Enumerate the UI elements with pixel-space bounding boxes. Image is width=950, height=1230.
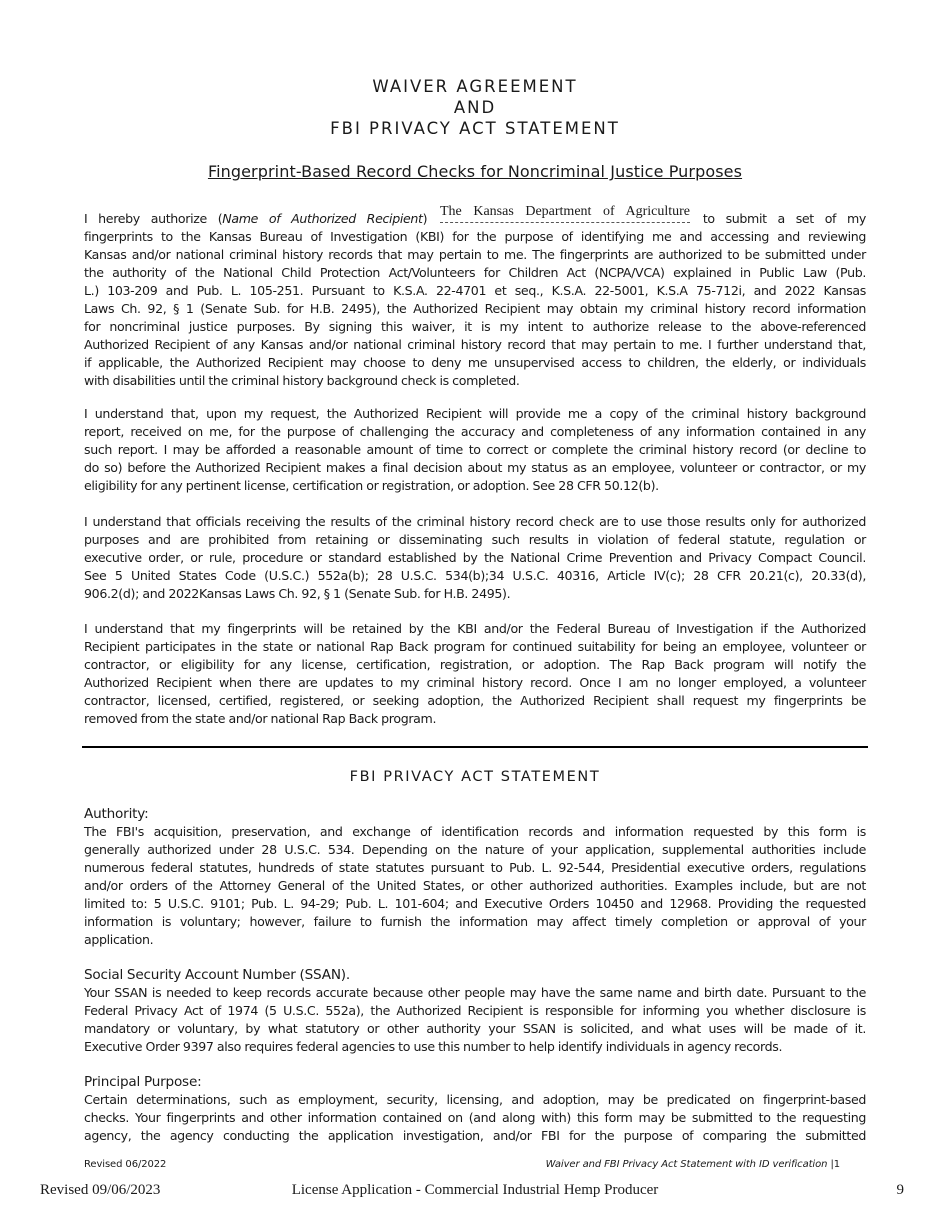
purpose-heading: Principal Purpose: (84, 1074, 202, 1090)
form-page-number: |1 (830, 1159, 840, 1170)
paragraph-line: Authorized Recipient of any Kansas and/or national criminal history record that may pertain to me. I further understand that, (84, 337, 866, 352)
paragraph-line: limited to: 5 U.S.C. 9101; Pub. L. 94-29; Pub. L. 101-604; and Executive Orders 10450 and 12968. Providing the requested (84, 896, 866, 911)
form-footer-title (546, 1159, 840, 1170)
paragraph-line: numerous federal statutes, hundreds of state statutes pursuant to Pub. L. 92-544, Presidential executive orders, regulations (84, 860, 866, 875)
paragraph-line: fingerprints to the Kansas Bureau of Investigation (KBI) for the purpose of identifying me and accessing and reviewing (84, 229, 866, 244)
paragraph-line: Executive Order 9397 also requires federal agencies to use this number to help identify individuals in agency records. (84, 1039, 783, 1054)
waiver-paragraph-3 (84, 513, 866, 603)
paragraph-line: eligibility for any pertinent license, certification or registration, or adoption. See 28 CFR 50.12(b). (84, 478, 659, 493)
title-line-1: WAIVER AGREEMENT (372, 77, 578, 96)
paragraph-line: the authority of the National Child Protection Act/Volunteers for Children Act (NCPA/VCA) explained in Public Law (Pub. (84, 265, 866, 280)
paragraph-line: Certain determinations, such as employment, security, licensing, and adoption, may be predicated on fingerprint-based (84, 1092, 866, 1107)
paragraph-lines (84, 513, 866, 603)
paragraph-line: Authorized Recipient when there are updates to my criminal history record. Once I am no longer employed, a volunteer (84, 675, 866, 690)
paragraph-lines (84, 405, 866, 495)
paragraph-line: L.) 103-209 and Pub. L. 105-251. Pursuant to K.S.A. 22-4701 et seq., K.S.A. 22-5001, K.S.A 75-712i, and 2022 Kansas (84, 283, 866, 298)
paragraph-line: The FBI's acquisition, preservation, and exchange of identification records and information requested by this form is (84, 824, 866, 839)
paragraph-line: removed from the state and/or national Rap Back program. (84, 711, 437, 726)
text-segment: I hereby authorize ( (84, 211, 223, 226)
paragraph-line: Kansas and/or national criminal history records that may pertain to me. The fingerprints are authorized to be submitted under (84, 247, 866, 262)
authority-section (84, 805, 866, 949)
privacy-heading: FBI PRIVACY ACT STATEMENT (349, 769, 601, 785)
paragraph-line: agency, the agency conducting the application investigation, and/or FBI for the purpose of comparing the submitted (84, 1128, 866, 1143)
application-title: License Application - Commercial Industrial Hemp Producer (291, 1182, 659, 1198)
waiver-paragraph-1 (84, 204, 866, 390)
form-title-text: Waiver and FBI Privacy Act Statement with ID verification (545, 1159, 828, 1170)
paragraph-line: contractor, or eligibility for any license, certification, registration, or adoption. The Rap Back program will notify the (84, 657, 866, 672)
text-segment: to submit a set of my (702, 211, 866, 226)
paragraph-line: such report. I may be afforded a reasonable amount of time to correct or complete the criminal history record (or decline to (84, 442, 866, 457)
paragraph-line: executive order, or rule, procedure or standard established by the National Crime Prevention and Privacy Compact Council. (84, 550, 866, 565)
principal-purpose-section (84, 1073, 866, 1145)
paragraph-lines (84, 228, 866, 390)
paragraph-line: if applicable, the Authorized Recipient may choose to deny me unsupervised access to children, the elderly, or individuals (84, 355, 866, 370)
paragraph-line: and/or orders of the Attorney General of the United States, or other authorized authorities. Examples include, but are not (84, 878, 866, 893)
paragraph-line: I understand that officials receiving the results of the criminal history record check are to use those results only for authorized (84, 514, 866, 529)
paragraph-line: do so) before the Authorized Recipient makes a final decision about my status as an employee, volunteer or contractor, or my (84, 460, 866, 475)
paragraph-line: application. (84, 932, 154, 947)
ssan-section (84, 966, 866, 1056)
title-line-2: AND (453, 98, 497, 117)
paragraph-line: information is voluntary; however, failure to furnish the information may affect timely completion or approval of your (84, 914, 866, 929)
paragraph-line: contractor, licensed, certified, registered, or seeking adoption, the Authorized Recipient shall request my fingerprints be (84, 693, 866, 708)
ssan-heading: Social Security Account Number (SSAN). (84, 967, 351, 983)
title-line-3: FBI PRIVACY ACT STATEMENT (330, 119, 620, 138)
paragraph-lines (84, 823, 866, 949)
paragraph-line: for noncriminal justice purposes. By signing this waiver, it is my intent to authorize release to the above-referenced (84, 319, 866, 334)
paragraph-line: See 5 United States Code (U.S.C.) 552a(b); 28 U.S.C. 534(b);34 U.S.C. 40316, Article IV(c); 28 CFR 20.21(c), 20.33(d), (84, 568, 866, 583)
application-revision: Revised 09/06/2023 (40, 1182, 161, 1198)
paragraph-line: checks. Your fingerprints and other information contained on (and along with) this form may be submitted to the requesting (84, 1110, 866, 1125)
paragraph-line: report, received on me, for the purpose of challenging the accuracy and completeness of any information contained in any (84, 424, 866, 439)
paragraph-line: I understand that my fingerprints will be retained by the KBI and/or the Federal Bureau of Investigation if the Authorized (84, 621, 866, 636)
paragraph-lines (84, 620, 866, 728)
recipient-name-field[interactable] (440, 204, 690, 223)
recipient-name-label: Name of Authorized Recipient (222, 211, 423, 226)
recipient-name-value: The Kansas Department of Agriculture (440, 204, 690, 219)
paragraph-line: Federal Privacy Act of 1974 (5 U.S.C. 552a), the Authorized Recipient is responsible for informing you whether disclosure is (84, 1003, 866, 1018)
document-subtitle: Fingerprint-Based Record Checks for Noncriminal Justice Purposes (207, 162, 743, 181)
page-number: 9 (896, 1182, 904, 1198)
paragraph-line: Your SSAN is needed to keep records accurate because other people may have the same name and birth date. Pursuant to the (84, 985, 866, 1000)
paragraph-lines (84, 984, 866, 1056)
text-segment: ) (422, 211, 428, 226)
authority-heading: Authority: (84, 806, 149, 822)
paragraph-line: I understand that, upon my request, the Authorized Recipient will provide me a copy of the criminal history background (84, 406, 866, 421)
waiver-paragraph-4 (84, 620, 866, 728)
section-divider (82, 746, 868, 748)
document-title (0, 76, 950, 139)
paragraph-line: purposes and are prohibited from retaining or disseminating such results in violation of federal statute, regulation or (84, 532, 866, 547)
paragraph-line: with disabilities until the criminal history background check is completed. (84, 373, 520, 388)
waiver-paragraph-2 (84, 405, 866, 495)
paragraph-lines (84, 1091, 866, 1145)
paragraph-line: Recipient participates in the state or national Rap Back program for continued suitability for being an employee, volunteer or (84, 639, 866, 654)
paragraph-line: 906.2(d); and 2022Kansas Laws Ch. 92, § 1 (Senate Sub. for H.B. 2495). (84, 586, 511, 601)
paragraph-line (84, 204, 866, 228)
paragraph-line: mandatory or voluntary, by what statutory or other authority your SSAN is solicited, and what uses will be made of it. (84, 1021, 866, 1036)
paragraph-line: generally authorized under 28 U.S.C. 534. Depending on the nature of your application, supplemental authorities include (84, 842, 866, 857)
form-revision: Revised 06/2022 (84, 1159, 167, 1170)
paragraph-line: Laws Ch. 92, § 1 (Senate Sub. for H.B. 2495), the Authorized Recipient may obtain my criminal history record information (84, 301, 866, 316)
